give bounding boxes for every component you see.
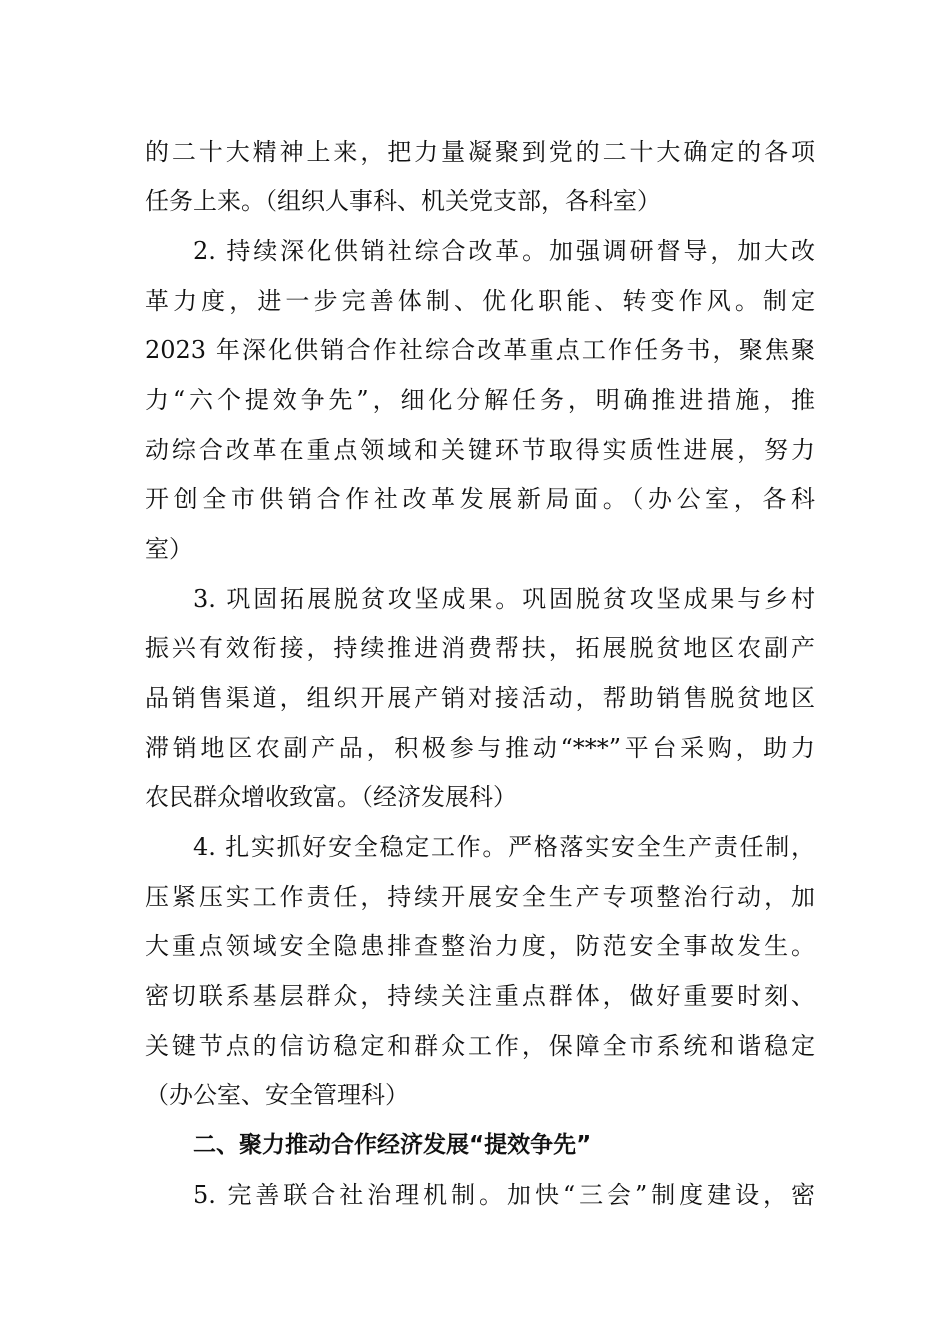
body-text-line: 滞销地区农副产品，积极参与推动“***”平台采购，助力 — [145, 734, 815, 762]
body-text-line: 的二十大精神上来，把力量凝聚到党的二十大确定的各项 — [145, 138, 815, 166]
body-text-line: 2023 年深化供销合作社综合改革重点工作任务书，聚焦聚 — [145, 336, 815, 364]
body-text-line: （办公室、安全管理科） — [145, 1081, 409, 1109]
body-text-line: 革力度，进一步完善体制、优化职能、转变作风。制定 — [145, 287, 815, 315]
body-text-line: 振兴有效衔接，持续推进消费帮扶，拓展脱贫地区农副产 — [145, 634, 815, 662]
paragraph-5-first-line: 5. 完善联合社治理机制。加快“三会”制度建设，密 — [193, 1181, 815, 1209]
body-text-line: 任务上来。（组织人事科、机关党支部，各科室） — [145, 187, 661, 215]
paragraph-3-first-line: 3. 巩固拓展脱贫攻坚成果。巩固脱贫攻坚成果与乡村 — [193, 585, 815, 613]
section-heading: 二、聚力推动合作经济发展“提效争先” — [193, 1132, 592, 1158]
body-text-line: 农民群众增收致富。（经济发展科） — [145, 783, 517, 811]
paragraph-2-first-line: 2. 持续深化供销社综合改革。加强调研督导，加大改 — [193, 237, 815, 265]
body-text-line: 力“六个提效争先”，细化分解任务，明确推进措施，推 — [145, 386, 815, 414]
body-text-line: 开创全市供销合作社改革发展新局面。（办公室，各科 — [145, 485, 815, 513]
body-text-line: 品销售渠道，组织开展产销对接活动，帮助销售脱贫地区 — [145, 684, 815, 712]
body-text-line: 关键节点的信访稳定和群众工作，保障全市系统和谐稳定 — [145, 1032, 815, 1060]
body-text-line: 大重点领域安全隐患排查整治力度，防范安全事故发生。 — [145, 932, 815, 960]
body-text-line: 压紧压实工作责任，持续开展安全生产专项整治行动，加 — [145, 883, 815, 911]
body-text-line: 室） — [145, 535, 193, 563]
body-text-line: 动综合改革在重点领域和关键环节取得实质性进展，努力 — [145, 436, 815, 464]
paragraph-4-first-line: 4. 扎实抓好安全稳定工作。严格落实安全生产责任制， — [193, 833, 815, 861]
body-text-line: 密切联系基层群众，持续关注重点群体，做好重要时刻、 — [145, 982, 815, 1010]
